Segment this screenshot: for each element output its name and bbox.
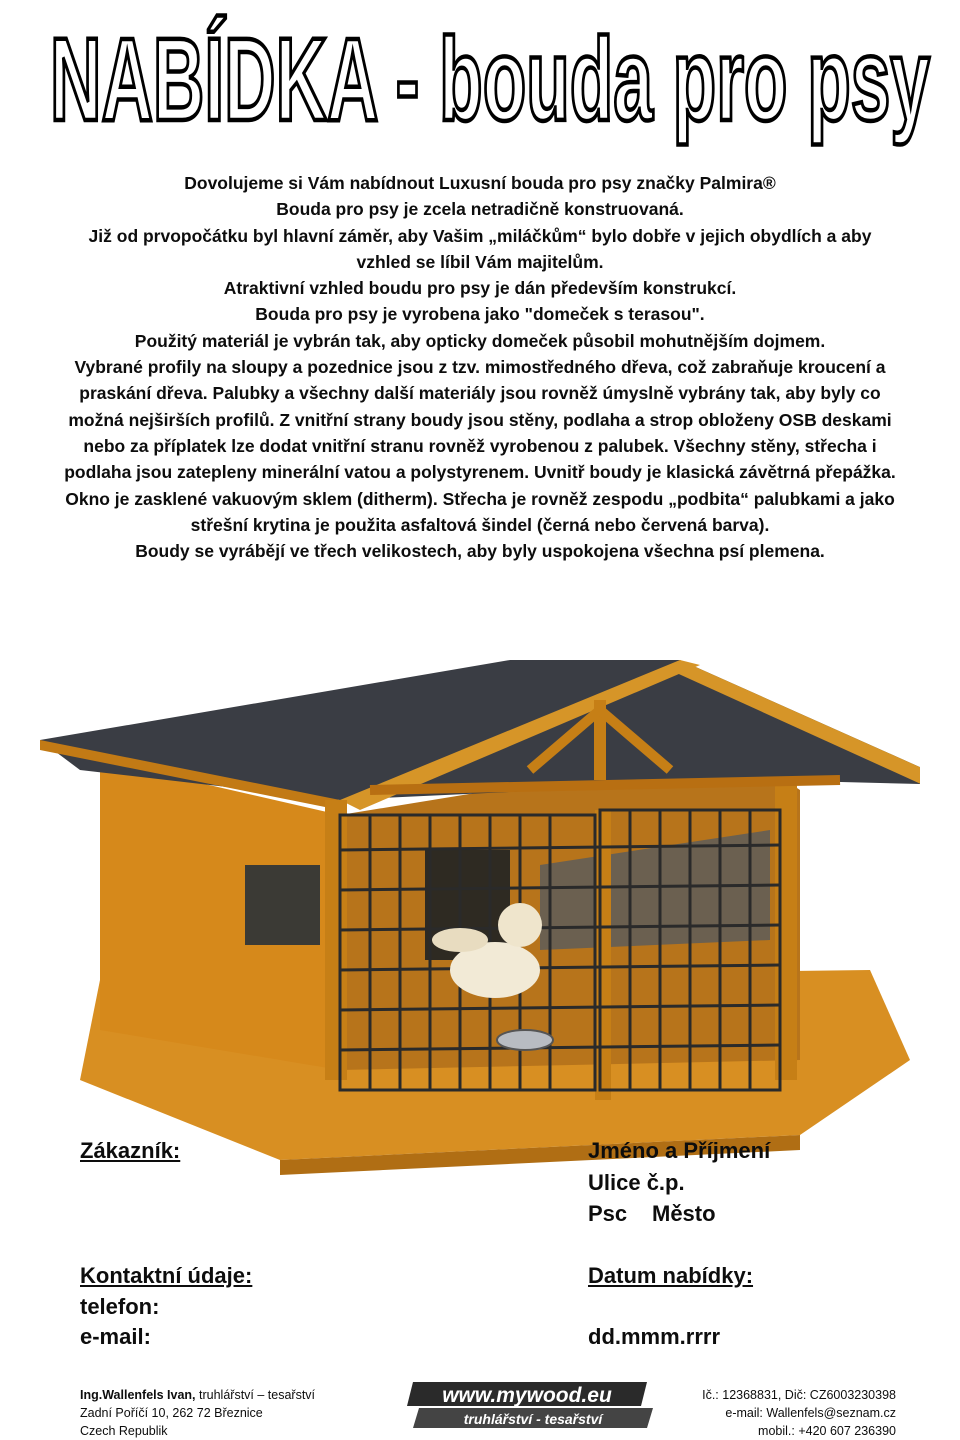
dog-house-photo	[40, 640, 920, 1180]
svg-text:truhlářství - tesařství: truhlářství - tesařství	[463, 1411, 603, 1427]
footer-profession: truhlářství – tesařství	[195, 1388, 316, 1402]
contact-heading: Kontaktní údaje:	[80, 1263, 253, 1288]
customer-psc: Psc	[588, 1201, 628, 1226]
page-title	[0, 8, 960, 148]
intro-line: Již od prvopočátku byl hlavní záměr, aby Vašim „miláčkům“ bylo dobře v jejich obydlích a aby vzhled se líbil Vám majitelům.	[88, 225, 872, 272]
contact-phone: telefon:	[80, 1294, 160, 1319]
footer-name: Ing.Wallenfels Ivan,	[80, 1388, 196, 1402]
footer-country: Czech Republik	[80, 1424, 168, 1438]
footer-mobile: mobil.: +420 607 236390	[758, 1424, 896, 1438]
intro-line: Dovolujeme si Vám nabídnout Luxusní bouda pro psy značky Palmira®	[184, 173, 776, 193]
intro-line: Boudy se vyrábějí ve třech velikostech, aby byly uspokojena všechna psí plemena.	[135, 541, 825, 562]
customer-name: Jméno a Příjmení	[588, 1138, 771, 1163]
svg-text:NABÍDKA - bouda pro psy: NABÍDKA - bouda pro psy	[50, 14, 930, 146]
customer-street: Ulice č.p.	[588, 1170, 685, 1195]
svg-text:www.mywood.eu: www.mywood.eu	[442, 1384, 612, 1407]
footer-email: e-mail: Wallenfels@seznam.cz	[725, 1406, 896, 1420]
intro-line: Bouda pro psy je vyrobena jako "domeček s terasou".	[255, 304, 705, 325]
offer-date-value: dd.mmm.rrrr	[588, 1324, 721, 1349]
contact-email: e-mail:	[80, 1324, 151, 1349]
intro-line: Vybrané profily na sloupy a pozednice jsou z tzv. mimostředného dřeva, což zabraňuje kroucení a praskání dřeva. Palubky a všechny další materiály jsou rovněž úmyslně vybrány tak, aby byly co možná nejširších profilů. Z vnitřní strany boudy jsou stěny, podlaha a strop obloženy OSB deskami nebo za příplatek lze dodat vnitřní stranu rovněž vyrobenou z palubek. Všechny stěny, střecha i podlaha jsou zatepleny minerální vatou a polystyrenem. Uvnitř boudy je klasická závětrná přepážka. Okno je zasklené vakuovým sklem (ditherm). Střecha je rovněž zespodu „podbita“ palubkami a jako střešní krytina je použita asfaltová šindel (černá nebo červená barva).	[64, 357, 896, 535]
intro-line: Bouda pro psy je zcela netradičně konstruovaná.	[276, 199, 684, 220]
footer-ico: Ič.: 12368831, Dič: CZ6003230398	[702, 1388, 896, 1402]
footer-address	[80, 1386, 380, 1440]
footer-street: Zadní Poříčí 10, 262 72 Březnice	[80, 1406, 263, 1420]
intro-line: Použitý materiál je vybrán tak, aby opticky domeček působil mohutnějším dojmem.	[134, 330, 826, 351]
offer-date-heading: Datum nabídky:	[588, 1263, 754, 1288]
customer-heading: Zákazník:	[80, 1138, 181, 1163]
intro-text	[62, 170, 898, 564]
footer-contact	[576, 1386, 896, 1440]
intro-line: Atraktivní vzhled boudu pro psy je dán především konstrukcí.	[223, 278, 737, 299]
customer-city: Město	[652, 1201, 716, 1226]
